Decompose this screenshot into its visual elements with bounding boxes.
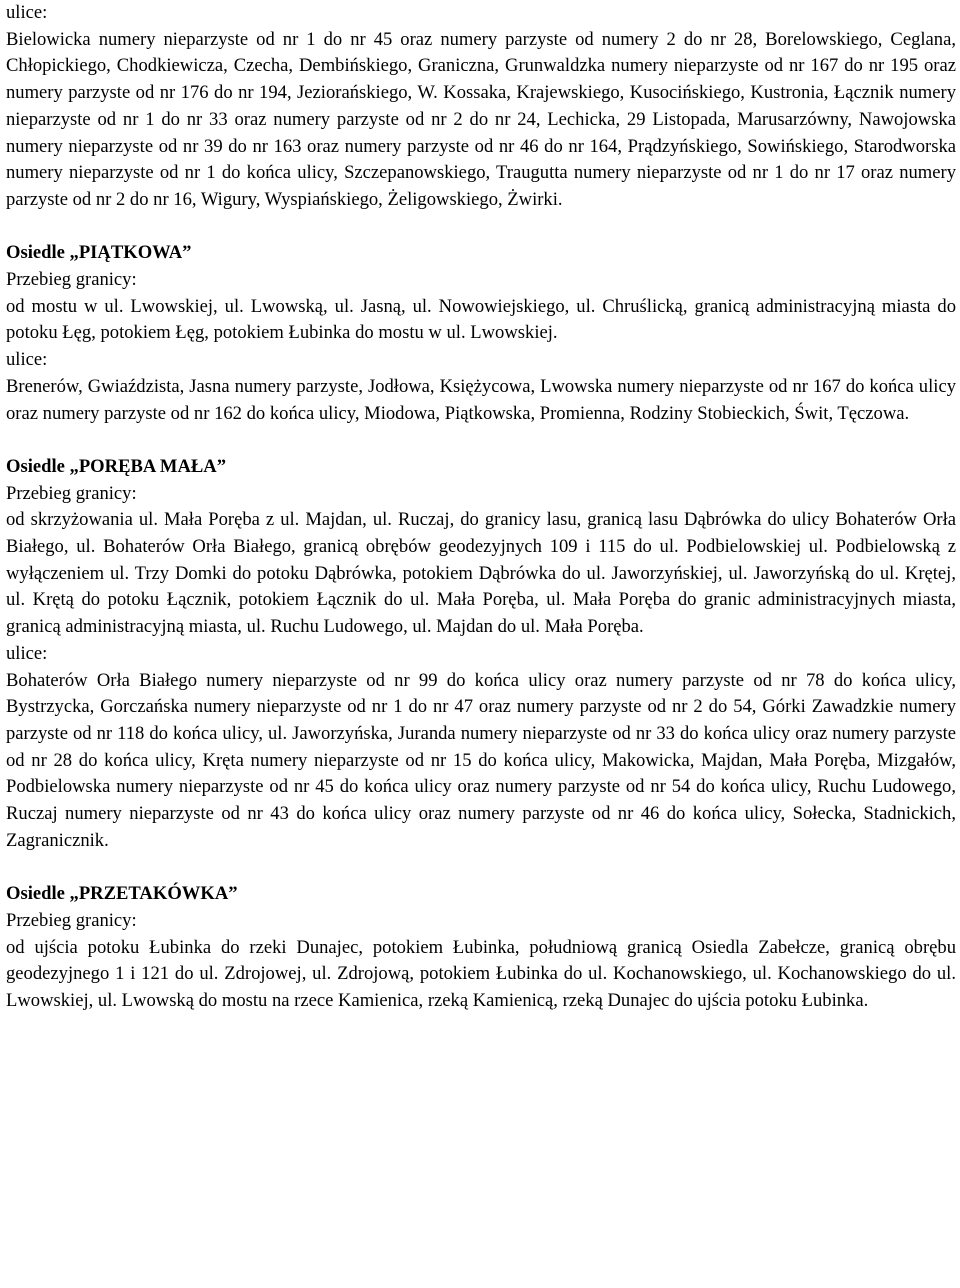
boundary-label: Przebieg granicy: [6,269,137,291]
section-heading-przetakowka: Osiedle „PRZETAKÓWKA” [6,883,238,905]
streets-label: ulice: [6,2,48,23]
section-heading-piatkowa: Osiedle „PIĄTKOWA” [6,242,192,264]
streets-list: Brenerów, Gwiaździsta, Jasna numery parzyste, Jodłowa, Księżycowa, Lwowska numery nieparzyste od nr 167 do końca ulicy oraz numery parzyste od nr 162 do końca ulicy, Miodowa, Piątkowska, Promienna, Rodziny Stobieckich, Świt, Tęczowa. [6,375,956,424]
section-gap [6,214,956,241]
streets-list: Bielowicka numery nieparzyste od nr 1 do nr 45 oraz numery parzyste od numery 2 do nr 28, Borelowskiego, Ceglana, Chłopickiego, Chodkiewicza, Czecha, Dembińskiego, Graniczna, Grunwaldzka numery nieparzyste od nr 167 do nr 195 oraz numery parzyste od nr 176 do nr 194, Jeziorańskiego, W. Kossaka, Krajewskiego, Kusocińskiego, Kustronia, Łącznik numery nieparzyste od nr 1 do nr 33 oraz numery parzyste od nr 2 do nr 24, Lechicka, 29 Listopada, Marusarzówny, Nawojowska numery nieparzyste od nr 39 do nr 163 oraz numery parzyste od nr 46 do nr 164, Prądzyńskiego, Sowińskiego, Starodworska numery nieparzyste od nr 1 do końca ulicy, Szczepanowskiego, Traugutta numery nieparzyste od nr 1 do nr 17 oraz numery parzyste od nr 2 do nr 16, Wigury, Wyspiańskiego, Żeligowskiego, Żwirki. [6,28,956,210]
section-gap [6,854,956,881]
boundary-description: od skrzyżowania ul. Mała Poręba z ul. Majdan, ul. Ruczaj, do granicy lasu, granicą lasu Dąbrówka do ulicy Bohaterów Orła Białego, ul. Bohaterów Orła Białego, granicą obrębów geodezyjnych 109 i 115 do ul. Podbielowskiej ul. Podbielowską z wyłączeniem ul. Trzy Domki do potoku Dąbrówka, potokiem Dąbrówka do ul. Jaworzyńskiej, ul. Jaworzyńską do ul. Krętej, ul. Krętą do potoku Łącznik, potokiem Łącznik do ul. Mała Poręba, ul. Mała Poręba do granic administracyjnych miasta, granicą administracyjną miasta, ul. Ruchu Ludowego, ul. Majdan do ul. Mała Poręba. [6,509,956,638]
section-heading-poreba-mala: Osiedle „PORĘBA MAŁA” [6,455,227,477]
boundary-description: od ujścia potoku Łubinka do rzeki Dunajec, potokiem Łubinka, południową granicą Osiedla Zabełcze, granicą obrębu geodezyjnego 1 i 121 do ul. Zdrojowej, ul. Zdrojową, potokiem Łubinka do ul. Kochanowskiego, ul. Kochanowskiego do ul. Lwowskiej, ul. Lwowską do mostu na rzece Kamienica, rzeką Kamienicą, rzeką Dunajec do ujścia potoku Łubinka. [6,936,956,1011]
section-gap [6,427,956,454]
streets-label: ulice: [6,349,48,371]
boundary-label: Przebieg granicy: [6,482,137,504]
streets-list: Bohaterów Orła Białego numery nieparzyste od nr 99 do końca ulicy oraz numery parzyste od nr 78 do końca ulicy, Bystrzycka, Gorczańska numery nieparzyste od nr 1 do nr 47 oraz numery parzyste od nr 2 do 54, Górki Zawadzkie numery parzyste od nr 118 do końca ulicy, ul. Jaworzyńska, Juranda numery nieparzyste od nr 33 do końca ulicy oraz numery parzyste od nr 28 do końca ulicy, Kręta numery nieparzyste od nr 15 do końca ulicy, Makowicka, Majdan, Mała Poręba, Mizgałów, Podbielowska numery nieparzyste od nr 45 do końca ulicy oraz numery parzyste od nr 54 do końca ulicy, Ruchu Ludowego, Ruczaj numery nieparzyste od nr 43 do końca ulicy oraz numery parzyste od nr 46 do końca ulicy, Sołecka, Stadnickich, Zagranicznik. [6,669,956,851]
boundary-label: Przebieg granicy: [6,909,137,931]
boundary-description: od mostu w ul. Lwowskiej, ul. Lwowską, ul. Jasną, ul. Nowowiejskiego, ul. Chruślicką, granicą administracyjną miasta do potoku Łęg, potokiem Łęg, potokiem Łubinka do mostu w ul. Lwowskiej. [6,295,956,344]
document-page [6,0,956,1015]
streets-label: ulice: [6,642,48,664]
